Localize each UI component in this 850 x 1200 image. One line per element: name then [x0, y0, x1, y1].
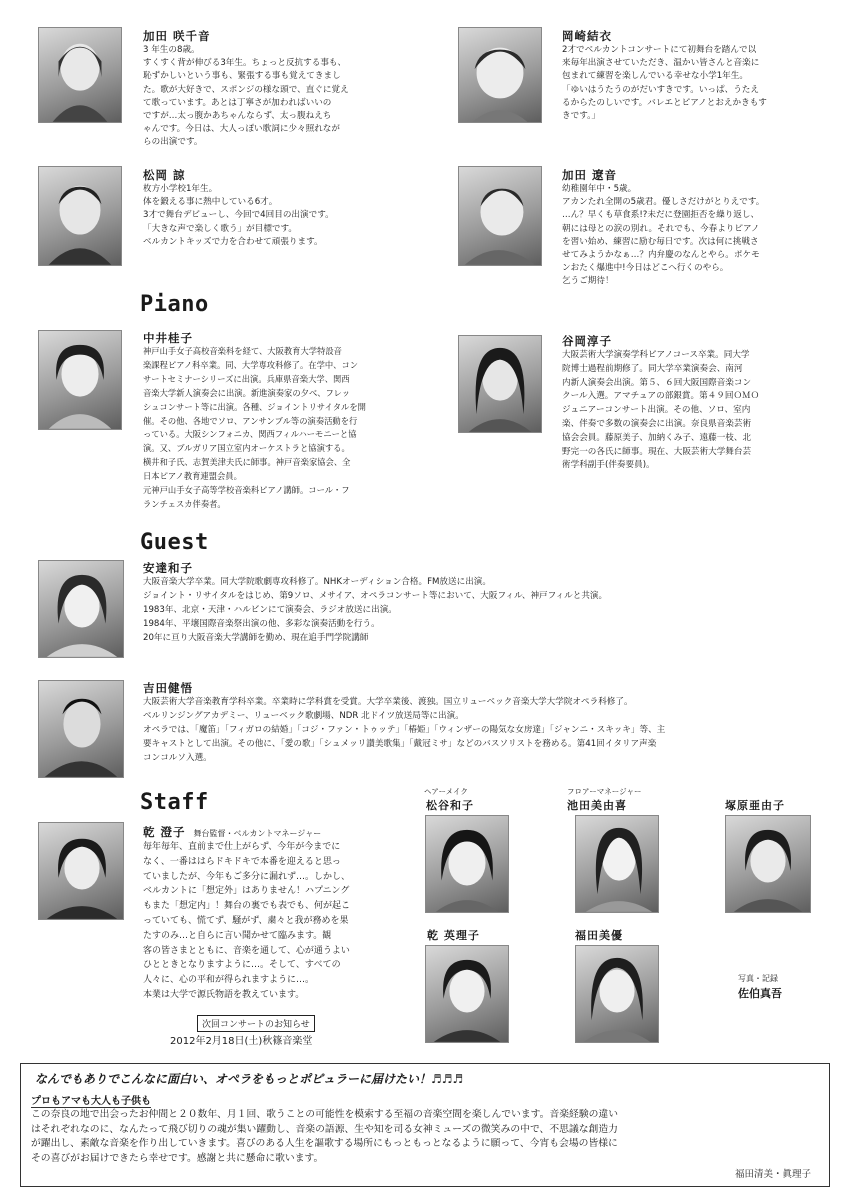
- photo-matsutani-kazuko: [425, 815, 509, 913]
- photo-tanioka-junko: [458, 335, 542, 433]
- pianist-name: 谷岡淳子: [562, 334, 612, 348]
- section-heading-piano: Piano: [140, 292, 209, 317]
- crew-name: 松谷和子: [426, 799, 474, 812]
- performer-bio: 幼稚園年中・5歳。 アカンたれ全開の5歳君。優しさだけがとりえです。 …ん？早くも草食系!?未だに登園拒否を繰り返し、 朝には母との涙の別れ。それでも、今春よりピアノ を習い始め、練習に励む毎日です。次は何に挑戦さ せてみようかなぁ…？内弁慶のなんとやら。ポケモ ンおたく爆進中!今日はどこへ行くのやら。 乞うご期待！: [562, 184, 765, 287]
- photo-inui-eriko: [425, 945, 509, 1043]
- guest-name: 安達和子: [143, 561, 193, 575]
- crew-name: 乾 英理子: [427, 929, 480, 942]
- pianist-bio: 大阪芸術大学演奏学科ピアノコース卒業。同大学 院博士過程前期修了。同大学卒業演奏会、南河 内新人演奏会出演。第５、６回大阪国際音楽コン クール入選。アマチュアの部銀賞。第４９回ＯＭＯ ジュニアーコンサート出演。その他、ソロ、室内 楽、伴奏で多数の演奏会に出演。奈良県音楽芸術 協会会員。藤原美子、加納くみ子、遠藤一枝、北 野完一の各氏に師事。現在、大阪芸術大学舞台芸 術学科副手(伴奏要員)。: [562, 350, 760, 471]
- photo-yoshida-kengo: [38, 680, 124, 778]
- crew-name: 池田美由喜: [567, 799, 627, 812]
- performer-name: 加田 遼音: [562, 168, 618, 182]
- performer-name: 松岡 諒: [143, 168, 186, 182]
- section-heading-staff: Staff: [140, 790, 209, 815]
- performer-bio: 枚方小学校1年生。 体を鍛える事に熱中している6才。 3才で舞台デビューし、今回で4回目の出演です。 「大きな声で楽しく歌う」が目標です。 ベルカントキッズで力を合わせて頑張ります。: [143, 184, 334, 247]
- crew-role: ヘアーメイク: [424, 787, 468, 796]
- photo-adachi-kazuko: [38, 560, 124, 658]
- photo-fukuda-miyu: [575, 945, 659, 1043]
- pianist-name: 中井桂子: [143, 331, 193, 345]
- guest-bio: 大阪芸術大学音楽教育学科卒業。卒業時に学科賞を受賞。大学卒業後、渡独。国立リューベック音楽大学大学院オペラ科修了。 ベルリンジングアカデミー、リューベック歌劇場、NDR 北ドイツ放送局等に出演。 オペラでは、「魔笛」「フィガロの結婚」「コジ・ファン・トゥッテ」「椿姫」「ウィンザーの陽気な女房達」「ジャンニ・スキッキ」等、主 要キャストとして出演。その他に、「愛の歌」「シュメッリ讃美歌集」「戴冠ミサ」などのバスソリストを務める。第41回イタリア声楽 コンコルソ入選。: [143, 697, 666, 763]
- performer-bio: 3 年生の8歳。 すくすく背が伸びる3年生。ちょっと反抗する事も、 恥ずかしいという事も、緊張する事も覚えてきまし た。歌が大好きで、スポンジの様な頭で、直ぐに覚え て歌っています。あとは丁寧さが加わればいいの ですが…太っ腹かあちゃんならず、太っ腹ねえち ゃんです。今日は、大人っぽい歌詞に少々照れなが らの出演です。: [143, 45, 349, 148]
- photo-credit-name: 佐伯真吾: [738, 987, 782, 1000]
- next-concert-label: 次回コンサートのお知らせ: [197, 1015, 315, 1032]
- photo-kada-haruto: [458, 166, 542, 266]
- footer-subtitle: プロもアマも大人も子供も: [31, 1092, 151, 1108]
- staff-main-name: 乾 澄子 舞台監督・ベルカントマネージャー: [143, 825, 322, 839]
- section-heading-guest: Guest: [140, 530, 209, 555]
- performer-name: 岡崎結衣: [562, 29, 612, 43]
- photo-kada-sachine: [38, 27, 122, 123]
- guest-bio: 大阪音楽大学卒業。同大学院歌劇専攻科修了。NHKオーディション合格。FM放送に出演。 ジョイント・リサイタルをはじめ、第9ソロ、メサイア、オペラコンサート等において、大阪フィル、神戸フィルと共演。 1983年、北京・天津・ハルビンにて演奏会、ラジオ放送に出演。 1984年、平壌国際音楽祭出演の他、多彩な演奏活動を行う。 20年に亘り大阪音楽大学講師を勤め、現在追手門学院講師: [143, 577, 608, 643]
- staff-main-message: 毎年毎年、直前まで仕上がらず、今年が今までに なく、一番ははらドキドキで本番を迎えると思っ ていましたが、今年もご多分に漏れず…。しかし、 ベルカントに「想定外」はありません！ハプニング もまた「想定内」！舞台の裏でも表でも、何が起こ っていても、慌てず、騒がず、粛々と我が務めを果 たすのみ…と自らに言い聞かせて臨みます。観 客の皆さまとともに、音楽を通して、心が通うよい ひとときとなりますように…。そして、すべての 人々に、心の平和が得られますように…。 本業は大学で源氏物語を教えています。: [143, 842, 351, 1000]
- performer-name: 加田 咲千音: [143, 29, 211, 43]
- photo-okazaki-yui: [458, 27, 542, 123]
- photo-nakai-keiko: [38, 330, 122, 430]
- performer-bio: 2才でベルカントコンサートにて初舞台を踏んで以 来毎年出演させていただき、温かい皆さんと音楽に 包まれて練習を楽しんでいる幸せな小学1年生。 「ゆいはうたうのがだいすきです。いっぱ、うたえ るからたのしいです。バレエとピアノとおえかきもす きです。」: [562, 45, 767, 122]
- footer-signature: 福田清美・眞理子: [734, 1169, 811, 1180]
- pianist-bio: 神戸山手女子高校音楽科を経て、大阪教育大学特設音 楽課程ピアノ科卒業。同、大学専攻科修了。在学中、コン サートセミナーシリーズに出演。兵庫県音楽大学、関西 音楽大学新人演奏会に出演。新進演奏家の夕べ、フレッ シュコンサート等に出演。各種、ジョイントリサイタルを開 催。その他、各地でソロ、アンサンブル等の演奏活動を行 っている。大阪シンフォニカ、関西フィルハーモニーと協 演。又、ブルガリア国立室内オーケストラと協演する。 横井和子氏、志賀美津夫氏に師事。神戸音楽家協会、全 日本ピアノ教育連盟会員。 元神戸山手女子高等学校音楽科ピアノ講師。コール・フ ランチェスカ伴奏者。: [143, 346, 366, 509]
- crew-name: 塚原亜由子: [725, 799, 785, 812]
- photo-matsuoka-ryo: [38, 166, 122, 266]
- next-concert-date: 2012年2月18日(土)秋篠音楽堂: [170, 1036, 313, 1047]
- crew-role: フロアーマネージャー: [567, 787, 642, 796]
- photo-ikeda-miyuki: [575, 815, 659, 913]
- photo-credit-role: 写真・記録: [738, 974, 778, 983]
- footer-body: この奈良の地で出会ったお仲間と２０数年、月１回、歌うことの可能性を模索する至福の音楽空間を楽しんでいます。音楽経験の違い はそれぞれなのに、なんたって飛び切りの魂が集い躍動し、音楽の語源、生や知を司る女神ミューズの微笑みの中で、不思議な創造力 が躍出し、素敵な音楽を作り出していきます。喜びのある人生を謳歌する場所にもっともっとなるように願って、今宵も会場の皆様に その喜びがお届けできたら幸せです。感謝と共に懸命に歌います。: [31, 1109, 619, 1164]
- footer-title: なんでもありでこんなに面白い、オペラをもっとポピュラーに届けたい！♬♬♬: [35, 1072, 464, 1086]
- crew-name: 福田美優: [575, 929, 623, 942]
- staff-main-role: 舞台監督・ベルカントマネージャー: [193, 829, 322, 838]
- footer-message-box: [20, 1063, 830, 1187]
- photo-inui-sumiko: [38, 822, 124, 920]
- photo-tsukahara-ayuko: [725, 815, 811, 913]
- guest-name: 吉田健悟: [143, 681, 193, 695]
